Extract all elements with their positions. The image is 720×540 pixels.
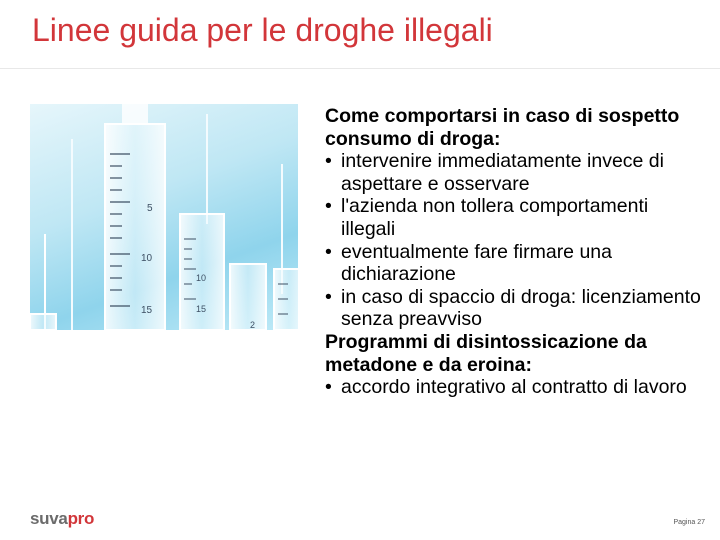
bullet-icon: •	[325, 376, 332, 399]
slide-body	[325, 105, 705, 399]
syringes-illustration	[30, 104, 298, 330]
bullet-text: in caso di spaccio di droga: licenziamento senza preavviso	[341, 285, 701, 331]
scale-label: 15	[196, 304, 207, 314]
bullet-item	[325, 376, 705, 399]
slide-title: Linee guida per le droghe illegali	[32, 12, 493, 48]
logo-text-suva: suva	[30, 509, 68, 528]
bullet-item	[325, 286, 705, 331]
scale-label: 15	[141, 305, 153, 316]
logo-text-pro: pro	[67, 509, 95, 528]
bullet-item	[325, 150, 705, 195]
bullet-icon: •	[325, 195, 332, 218]
bullet-text: eventualmente fare firmare una dichiarazione	[341, 240, 612, 286]
scale-label: 10	[196, 273, 207, 283]
bullet-text: intervenire immediatamente invece di aspettare e osservare	[341, 150, 664, 195]
bullet-item	[325, 241, 705, 286]
bullet-icon: •	[325, 150, 332, 173]
bullet-text: accordo integrativo al contratto di lavoro	[341, 376, 687, 399]
title-divider	[0, 68, 720, 69]
bullet-text: l'azienda non tollera comportamenti illegali	[341, 195, 649, 240]
bullet-item	[325, 195, 705, 240]
section-heading: Come comportarsi in caso di sospetto consumo di droga:	[325, 105, 680, 150]
bullet-icon: •	[325, 240, 332, 263]
suvapro-logo	[30, 509, 94, 529]
syringes-photo	[30, 104, 298, 330]
page-number: Pagina 27	[673, 519, 705, 526]
scale-label: 10	[141, 253, 153, 264]
scale-label: 5	[147, 203, 153, 214]
scale-label: 2	[250, 320, 256, 330]
section-heading: Programmi di disintossicazione da metadone e da eroina:	[325, 330, 647, 376]
bullet-icon: •	[325, 285, 332, 308]
